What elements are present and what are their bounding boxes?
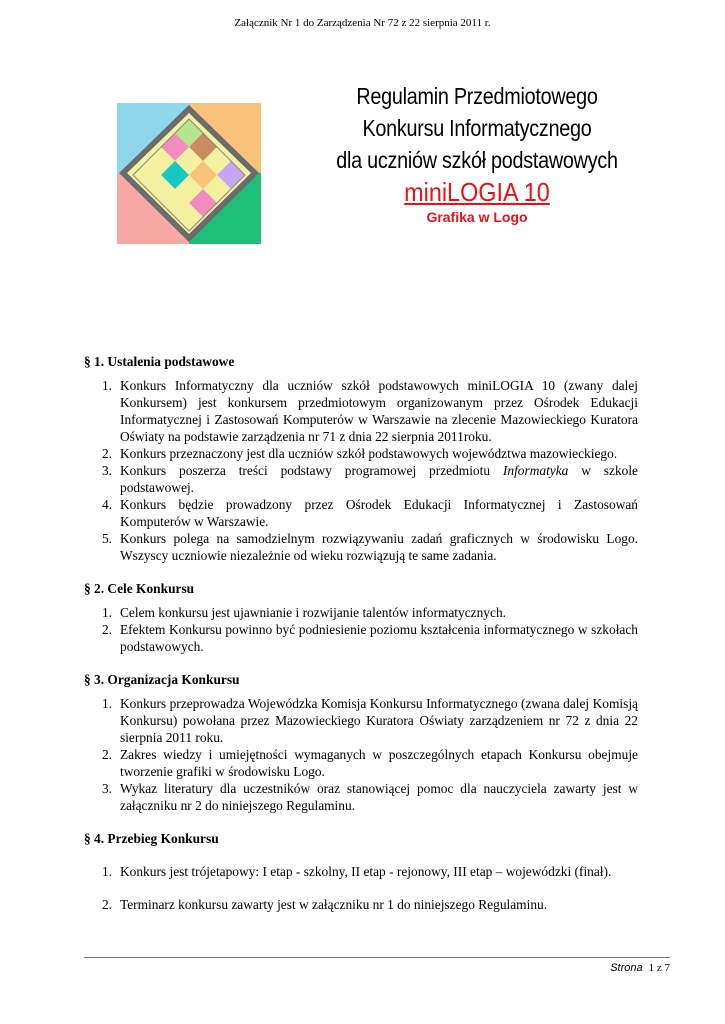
section-1: [84, 353, 638, 564]
list-item-text: Zakres wiedzy i umiejętności wymaganych w poszczególnych etapach Konkursu obejmuje tworzenie grafiki w środowisku Logo.: [120, 747, 638, 779]
list-item: 2. Efektem Konkursu powinno być podniesienie poziomu kształcenia informatycznego w szkołach podstawowych.: [101, 622, 638, 654]
title-line-2: Konkursu Informatycznego: [362, 115, 592, 141]
page-footer: [610, 962, 670, 974]
brand-title: miniLOGIA 10: [404, 177, 550, 207]
section-list: [84, 863, 638, 913]
page-number: 1 z 7: [648, 962, 670, 974]
section-list: [84, 377, 638, 564]
list-item-text: Konkurs Informatyczny dla uczniów szkół podstawowych miniLOGIA 10 (zwany dalej Konkursem) jest konkursem przedmiotowym organizowanym przez Ośrodek Edukacji Informatycznej i Zastosowań Komputerów w Warszawie na zlecenie Mazowieckiego Kuratora Oświaty na podstawie zarządzenia nr 71 z dnia 22 sierpnia 2011roku.: [120, 378, 638, 444]
list-item-text: Konkurs przeznaczony jest dla uczniów szkół podstawowych województwa mazowieckiego.: [120, 446, 618, 461]
list-item: 3. Wykaz literatury dla uczestników oraz stanowiącej pomoc dla nauczyciela zawarty jest w załączniku nr 2 do niniejszego Regulaminu.: [101, 781, 638, 813]
section-title: § 3. Organizacja Konkursu: [84, 672, 240, 687]
subtitle: Grafika w Logo: [426, 209, 528, 225]
list-item-text: Konkurs będzie prowadzony przez Ośrodek Edukacji Informatycznej i Zastosowań Komputerów w Warszawie.: [120, 497, 638, 529]
header-note: Załącznik Nr 1 do Zarządzenia Nr 72 z 22 sierpnia 2011 r.: [234, 17, 491, 29]
list-item: 3. Konkurs poszerza treści podstawy programowej przedmiotu Informatyka w szkole podstawowej.: [101, 463, 639, 495]
section-list: [84, 695, 638, 814]
list-item-text: Konkurs jest trójetapowy: I etap - szkolny, II etap - rejonowy, III etap – wojewódzki (finał).: [120, 864, 612, 879]
list-item: 4. Konkurs będzie prowadzony przez Ośrodek Edukacji Informatycznej i Zastosowań Komputerów w Warszawie.: [101, 497, 638, 529]
list-item: 1. Konkurs przeprowadza Wojewódzka Komisja Konkursu Informatycznego (zwana dalej Komisją Konkursu) powołana przez Mazowieckiego Kuratora Oświaty zarządzeniem nr 72 z dnia 22 sierpnia 2011 roku.: [101, 696, 638, 745]
list-item-text: Konkurs poszerza treści podstawy programowej przedmiotu Informatyka w szkole podstawowej.: [120, 463, 639, 495]
footer-divider: [84, 957, 670, 958]
title-line-1: Regulamin Przedmiotowego: [356, 83, 598, 109]
list-item: 2. Zakres wiedzy i umiejętności wymaganych w poszczególnych etapach Konkursu obejmuje tworzenie grafiki w środowisku Logo.: [101, 747, 638, 779]
title-line-3: dla uczniów szkół podstawowych: [336, 147, 618, 173]
list-item: 2. Terminarz konkursu zawarty jest w załączniku nr 1 do niniejszego Regulaminu.: [84, 896, 638, 913]
list-item-text: Celem konkursu jest ujawnianie i rozwijanie talentów informatycznych.: [120, 605, 506, 620]
minilogia-logo: [117, 103, 261, 244]
list-item: 1. Celem konkursu jest ujawnianie i rozwijanie talentów informatycznych.: [84, 604, 638, 621]
list-item: 1. Konkurs Informatyczny dla uczniów szkół podstawowych miniLOGIA 10 (zwany dalej Konkursem) jest konkursem przedmiotowym organizowanym przez Ośrodek Edukacji Informatycznej i Zastosowań Komputerów w Warszawie na zlecenie Mazowieckiego Kuratora Oświaty na podstawie zarządzenia nr 71 z dnia 22 sierpnia 2011roku.: [101, 378, 638, 444]
list-item-text: Wykaz literatury dla uczestników oraz stanowiącej pomoc dla nauczyciela zawarty jest w załączniku nr 2 do niniejszego Regulaminu.: [120, 781, 638, 813]
section-4: [84, 830, 638, 913]
list-item-text: Konkurs polega na samodzielnym rozwiązywaniu zadań graficznych w środowisku Logo. Wszyscy uczniowie niezależnie od wieku rozwiązują te same zadania.: [120, 531, 638, 563]
section-3: [84, 671, 638, 814]
footer-label: Strona: [610, 962, 643, 974]
list-item-text: Terminarz konkursu zawarty jest w załączniku nr 1 do niniejszego Regulaminu.: [120, 897, 548, 912]
section-2: [84, 580, 638, 655]
title-block: [262, 80, 692, 225]
section-title: § 1. Ustalenia podstawowe: [84, 354, 235, 369]
list-item: 1. Konkurs jest trójetapowy: I etap - szkolny, II etap - rejonowy, III etap – wojewódzki (finał).: [84, 863, 638, 880]
section-title: § 4. Przebieg Konkursu: [84, 831, 219, 846]
section-title: § 2. Cele Konkursu: [84, 581, 195, 596]
list-item-text: Efektem Konkursu powinno być podniesienie poziomu kształcenia informatycznego w szkołach podstawowych.: [120, 622, 638, 654]
list-item-text: Konkurs przeprowadza Wojewódzka Komisja Konkursu Informatycznego (zwana dalej Komisją Konkursu) powołana przez Mazowieckiego Kuratora Oświaty zarządzeniem nr 72 z dnia 22 sierpnia 2011 roku.: [120, 696, 638, 745]
list-item: 5. Konkurs polega na samodzielnym rozwiązywaniu zadań graficznych w środowisku Logo. Wszyscy uczniowie niezależnie od wieku rozwiązują te same zadania.: [101, 531, 638, 563]
section-list: [84, 604, 638, 655]
list-item: 2. Konkurs przeznaczony jest dla uczniów szkół podstawowych województwa mazowieckiego.: [84, 445, 638, 462]
regulation-content: [84, 353, 638, 929]
